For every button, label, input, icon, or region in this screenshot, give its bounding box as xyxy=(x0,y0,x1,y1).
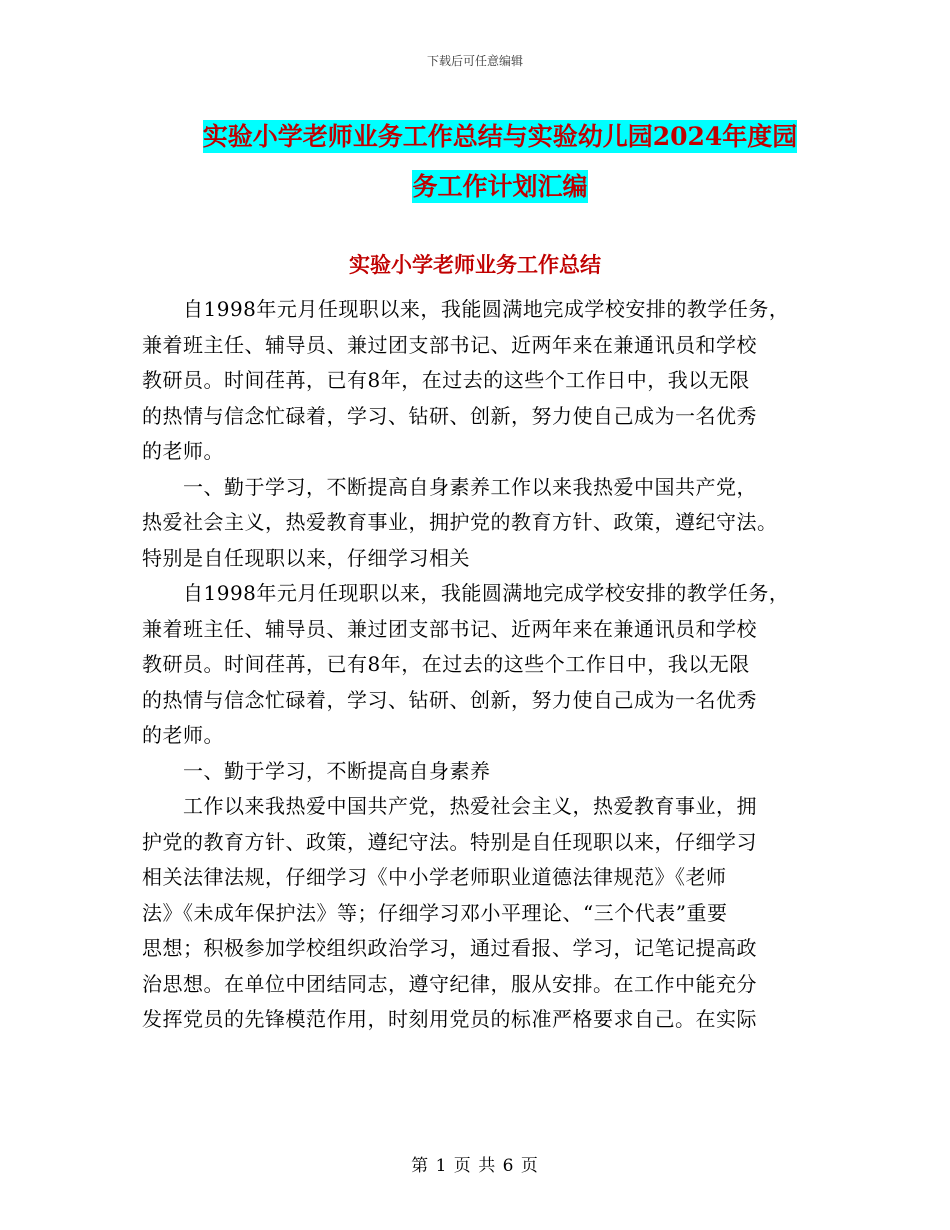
body-line: 护党的教育方针、政策，遵纪守法。特别是自任现职以来，仔细学习 xyxy=(142,829,757,854)
body-line: 特别是自任现职以来，仔细学习相关 xyxy=(142,545,470,570)
body-line: 的热情与信念忙碌着，学习、钻研、创新，努力使自己成为一名优秀 xyxy=(142,403,757,428)
page-header-note: 下载后可任意编辑 xyxy=(426,54,523,68)
body-line: 的热情与信念忙碌着，学习、钻研、创新，努力使自己成为一名优秀 xyxy=(142,687,757,712)
body-line: 的老师。 xyxy=(142,723,224,747)
body-line: 自1998年元月任现职以来，我能圆满地完成学校安排的教学任务， xyxy=(142,581,790,605)
body-line: 治思想。在单位中团结同志，遵守纪律，服从安排。在工作中能充分 xyxy=(142,971,757,996)
document-title xyxy=(140,112,860,212)
body-line: 发挥党员的先锋模范作用，时刻用党员的标准严格要求自己。在实际 xyxy=(142,1007,757,1031)
body-line: 一、勤于学习，不断提高自身素养 xyxy=(142,758,491,783)
body-line: 的老师。 xyxy=(142,439,224,463)
body-line: 兼着班主任、辅导员、兼过团支部书记、近两年来在兼通讯员和学校 xyxy=(142,332,757,357)
page-number-footer: 第 1 页 共 6 页 xyxy=(411,1156,539,1176)
body-line: 自1998年元月任现职以来，我能圆满地完成学校安排的教学任务， xyxy=(142,297,790,321)
body-text xyxy=(142,292,822,1038)
document-title-line-2: 务工作计划汇编 xyxy=(412,172,588,201)
document-title-line-1: 实验小学老师业务工作总结与实验幼儿园2024年度园 xyxy=(202,122,798,151)
body-line: 教研员。时间荏苒，已有8年，在过去的这些个工作日中，我以无限 xyxy=(142,652,750,676)
section-title: 实验小学老师业务工作总结 xyxy=(349,252,601,277)
body-line: 一、勤于学习，不断提高自身素养工作以来我热爱中国共产党， xyxy=(142,474,757,499)
body-line: 兼着班主任、辅导员、兼过团支部书记、近两年来在兼通讯员和学校 xyxy=(142,616,757,641)
body-line: 教研员。时间荏苒，已有8年，在过去的这些个工作日中，我以无限 xyxy=(142,368,750,392)
body-line: 工作以来我热爱中国共产党，热爱社会主义，热爱教育事业，拥 xyxy=(142,794,757,818)
body-line: 法》《未成年保护法》等；仔细学习邓小平理论、“三个代表”重要 xyxy=(142,900,728,925)
body-line: 热爱社会主义，热爱教育事业，拥护党的教育方针、政策，遵纪守法。 xyxy=(142,510,778,534)
body-line: 相关法律法规，仔细学习《中小学老师职业道德法律规范》《老师 xyxy=(142,865,727,889)
body-line: 思想；积极参加学校组织政治学习，通过看报、学习，记笔记提高政 xyxy=(142,936,757,960)
